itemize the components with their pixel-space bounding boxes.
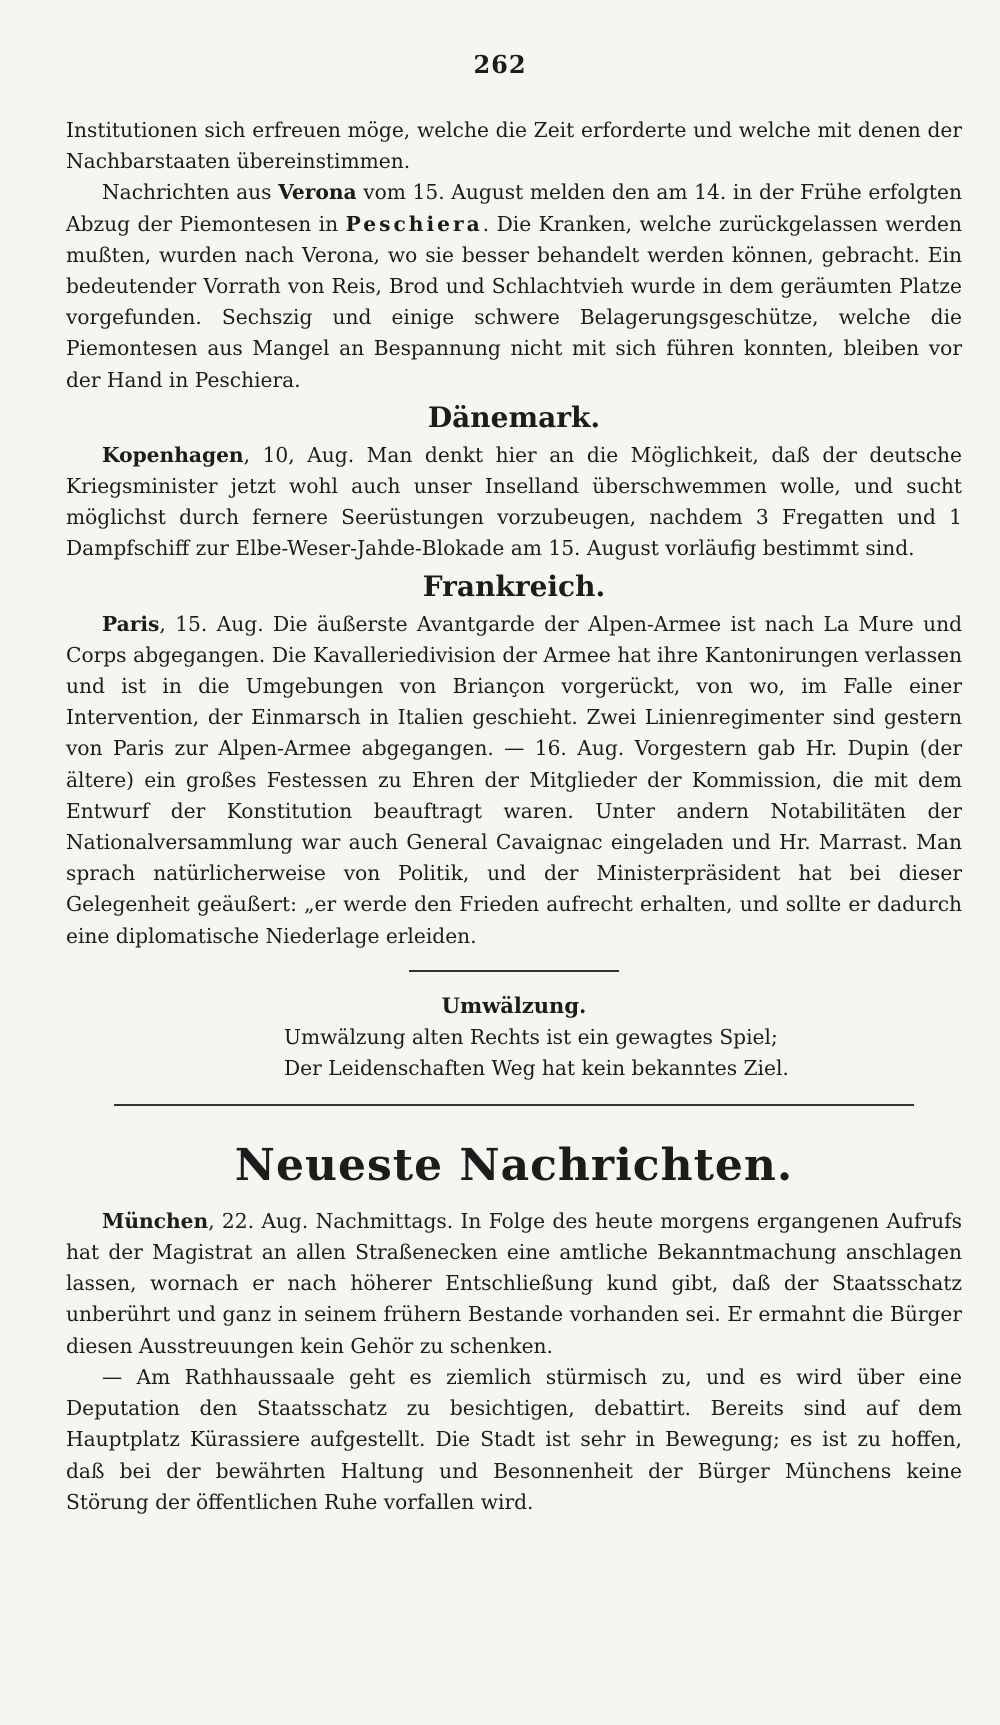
place-name-kopenhagen: Kopenhagen xyxy=(102,442,244,467)
poem-line-2: Der Leidenschaften Weg hat kein bekanntes Ziel. xyxy=(284,1055,789,1080)
text-column xyxy=(66,115,962,1518)
paragraph-verona xyxy=(66,177,962,395)
place-name-verona: Verona xyxy=(278,180,357,205)
section-heading-daenemark: Dänemark. xyxy=(427,400,601,434)
text-segment: vom 15. August melden den am 14. in der Frühe erfolgten Abzug der Piemontesen in xyxy=(66,180,962,236)
section-heading-neueste-nachrichten: Neueste Nachrichten. xyxy=(234,1139,794,1191)
text-segment: , 15. Aug. Die äußerste Avantgarde der Alpen-Armee ist nach La Mure und Corps abgegangen. Die Kavalleriedivision der Armee hat ihre Kantonirungen verlassen und ist in die Umgebungen von Briançon vorgerückt, von wo, im Falle einer Intervention, der Einmarsch in Italien geschieht. Zwei Linienregimenter sind gestern von Paris zur Alpen-Armee abgegangen. — 16. Aug. Vorgestern gab Hr. Dupin (der ältere) ein großes Festessen zu Ehren der Mitglieder der Kommission, die mit dem Entwurf der Konstitution beauftragt waren. Unter andern Notabilitäten der Nationalversammlung war auch General Cavaignac eingeladen und Hr. Marrast. Man sprach natürlicherweise von Politik, und der Ministerpräsident hat bei dieser Gelegenheit geäußert: „er werde den Frieden aufrecht erhalten, und sollte er dadurch eine diplomatische Niederlage erleiden. xyxy=(66,611,962,948)
poem-line-1: Umwälzung alten Rechts ist ein gewagtes Spiel; xyxy=(284,1024,778,1049)
paragraph-muenchen xyxy=(66,1206,962,1362)
poem-title: Umwälzung. xyxy=(441,992,587,1018)
page-number: 262 xyxy=(473,50,527,79)
divider-long xyxy=(114,1104,914,1106)
text-segment: , 22. Aug. Nachmittags. In Folge des heute morgens ergangenen Aufrufs hat der Magistrat an allen Straßenecken eine amtliche Bekanntmachung anschlagen lassen, wornach er nach höherer Entschließung kund gibt, daß der Staatsschatz unberührt und ganz in seinem frühern Bestande vorhanden sei. Er ermahnt die Bürger diesen Ausstreuungen kein Gehör zu schenken. xyxy=(66,1208,962,1358)
paragraph-kopenhagen xyxy=(66,440,962,565)
place-name-muenchen: München xyxy=(102,1208,209,1233)
text-segment: . Die Kranken, welche zurückgelassen werden mußten, wurden nach Verona, wo sie besser behandelt werden können, gebracht. Ein bedeutender Vorrath von Reis, Brod und Schlachtvieh wurde in dem geräumten Platze vorgefunden. Sechszig und einige schwere Belagerungsgeschütze, welche die Piemontesen aus Mangel an Bespannung nicht mit sich führen konnten, bleiben vor der Hand in Peschiera. xyxy=(66,211,962,392)
divider-short xyxy=(409,970,619,972)
place-name-paris: Paris xyxy=(102,611,160,636)
paragraph-institutionen: Institutionen sich erfreuen möge, welche die Zeit erforderte und welche mit denen der Nachbarstaaten übereinstimmen. xyxy=(66,118,962,174)
paragraph-rathhaussaal: — Am Rathhaussaale geht es ziemlich stürmisch zu, und es wird über eine Deputation den Staatsschatz zu besichtigen, debattirt. Bereits sind auf dem Hauptplatz Kürassiere aufgestellt. Die Stadt ist sehr in Bewegung; es ist zu hoffen, daß bei der bewährten Haltung und Besonnenheit der Bürger Münchens keine Störung der öffentlichen Ruhe vorfallen wird. xyxy=(66,1364,962,1514)
text-segment: Nachrichten aus xyxy=(102,180,279,205)
text-segment: , 10, Aug. Man denkt hier an die Möglichkeit, daß der deutsche Kriegsminister jetzt wohl auch unser Inselland überschwemmen wolle, und sucht möglichst durch fernere Seerüstungen vorzubeugen, nachdem 3 Fregatten und 1 Dampfschiff zur Elbe-Weser-Jahde-Blokade am 15. August vorläufig bestimmt sind. xyxy=(66,442,962,561)
place-name-peschiera: Peschiera xyxy=(345,211,483,236)
paragraph-paris xyxy=(66,609,962,952)
section-heading-frankreich: Frankreich. xyxy=(422,569,606,603)
